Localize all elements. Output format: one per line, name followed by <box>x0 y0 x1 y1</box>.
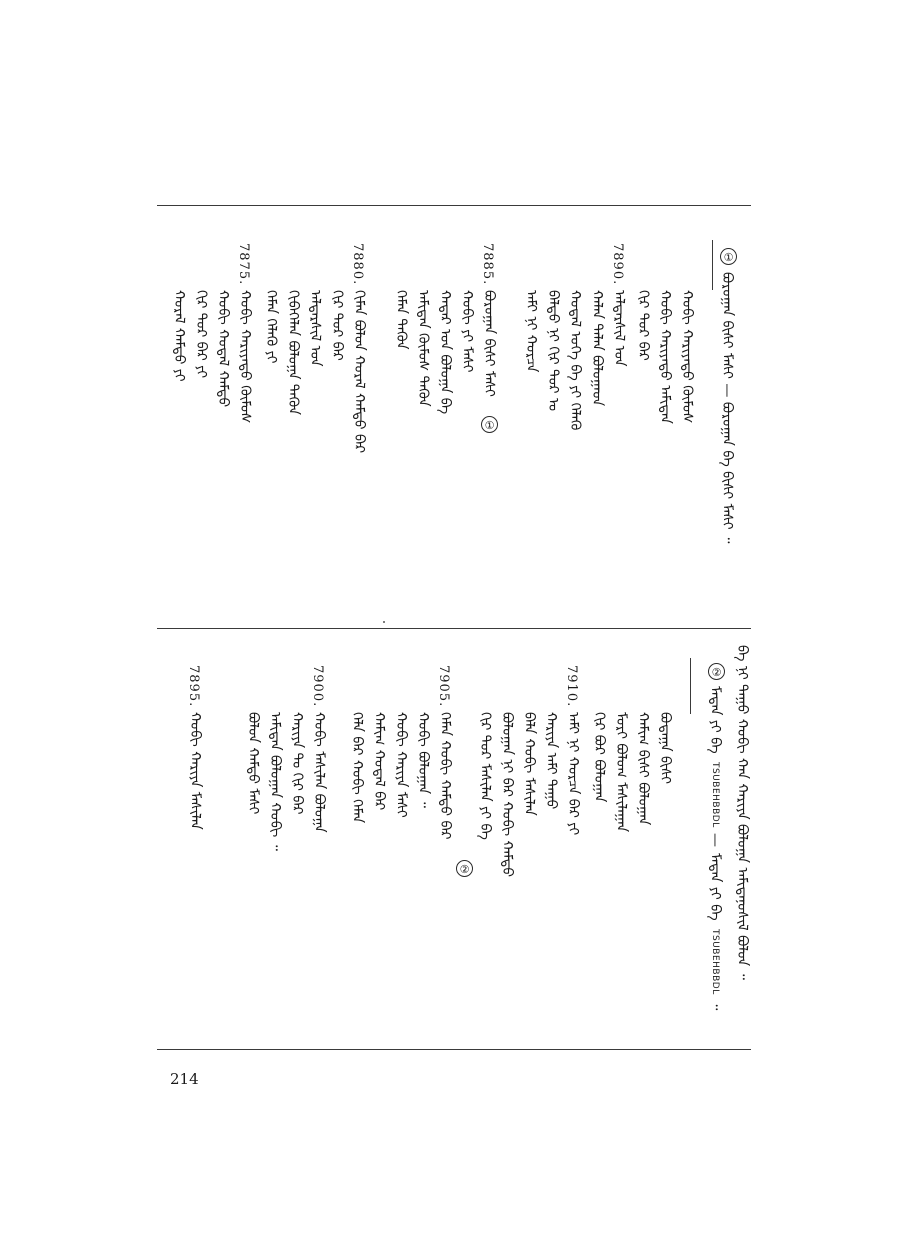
footnote-2-latin: TSUBEHBBDL <box>710 761 720 828</box>
verse-line: ᠬᠠᠳᠠᠷ ᠤᠨ ᠪᠣᠯᠣᠭᠠ ᠪᠠ <box>437 290 453 415</box>
footnote-separator-1 <box>712 240 713 290</box>
verse-line: ᠪᠣᠳᠠᠭᠠ ᠪᠢᠱᠢ <box>657 712 673 784</box>
verse-line: ᠬᠡᠮᠡᠨ ᠲᠡᠭᠦᠨ <box>393 290 409 350</box>
line-number: 7880. <box>350 243 365 286</box>
footnote-ref-1: ① <box>481 416 498 433</box>
verse-line: ᠬᠢᠷ ᠲᠤᠷ ᠮᠠᠰᠢᠯᠠᠨ ᠶᠢ ᠪᠠ <box>477 712 493 840</box>
verse-line: ᠬᠠᠮᠢᠭ ᠬᠤᠳᠠᠯ ᠪᠠᠷ <box>371 712 387 811</box>
verse-line: ᠬᠤᠪᠢ ᠬᠠᠷᠢᠶᠠ ᠮᠠᠰᠢᠯᠠᠨ <box>187 712 203 830</box>
verse-line: ᠬᠤᠪᠢ ᠬᠠᠷᠢᠶᠠᠲᠤ ᠬᠦᠮᠦᠰ <box>679 290 695 424</box>
top-rule <box>157 205 751 206</box>
footnote-marker-2: ② <box>708 663 725 680</box>
verse-line: ᠪᠠᠯᠳᠤ ᠨᠢ ᠬᠢᠷ ᠲᠤᠷ ᠤ <box>545 290 561 412</box>
verse-line: ᠬᠤᠪᠢ ᠪᠣᠯᠣᠭᠠᠨ ᠃ <box>415 712 431 808</box>
verse-line: ᠠᠮᠢᠲᠠᠨ ᠪᠣᠯᠣᠭᠠᠨ ᠬᠤᠪᠢ ᠃ <box>267 712 283 851</box>
verse-line: ᠪᠣᠯᠣᠭᠠᠨ ᠨᠢ ᠪᠠᠷ ᠬᠤᠪᠢ ᠬᠠᠮᠲᠤ <box>499 712 515 877</box>
footnote-2-end: ᠃ <box>707 1000 723 1010</box>
verse-line: ᠬᠡᠮᠡᠨ ᠬᠡᠯᠡᠬᠦ ᠶᠢ <box>263 290 279 364</box>
scan-speck <box>383 621 385 623</box>
verse-line: ᠬᠤᠪᠢ ᠮᠠᠰᠢᠯᠠᠨ ᠪᠣᠯᠣᠭᠠ <box>311 712 327 833</box>
line-number: 7910. <box>564 665 579 708</box>
verse-line: ᠬᠠᠯᠠᠨ ᠲᠠᠯᠠᠨ ᠪᠣᠯᠣᠭᠠᠳ <box>589 290 605 407</box>
continuation-line: ᠪᠠ ᠨᠢ ᠳᠠᠭᠤ ᠬᠤᠪᠢ ᠬᠠᠨ ᠬᠠᠷᠢᠶᠠ ᠪᠣᠯᠣᠭᠠ ᠠᠮᠢᠲᠠᠨᠤᠰᠢᠯ ᠪᠣᠯᠣᠨ ᠃ <box>734 645 750 980</box>
page-number: 214 <box>170 1070 199 1088</box>
footnote-2-word: ᠮᠡᠳᠡᠨ ᠶᠢ ᠪᠠ <box>707 853 723 921</box>
verse-line: ᠬᠢᠷ ᠲᠤᠷ ᠪᠠᠷ <box>329 290 345 361</box>
verse-line: ᠬᠠᠷᠢᠶᠠ ᠲᠤ ᠬᠢᠷ ᠪᠠᠷ <box>289 712 305 815</box>
middle-rule <box>157 628 751 629</box>
verse-line: ᠠᠮᠢ ᠨᠢ ᠬᠤᠷᠴᠠ <box>523 290 539 373</box>
verse-line: ᠬᠤᠪᠢ ᠬᠤᠳᠠᠯ ᠬᠠᠮᠲᠤ <box>215 290 231 408</box>
line-number: 7875. <box>236 243 251 286</box>
line-number: 7905. <box>436 665 451 708</box>
line-number: 7885. <box>480 243 495 286</box>
footnote-1-text: ᠪᠣᠷᠣᠭᠠᠨ ᠪᠢᠱᠢ ᠮᠠᠰᠢ — ᠪᠣᠷᠣᠭᠠᠨ ᠪᠠ ᠪᠢᠱᠢ ᠮᠠᠰᠢ ᠃ <box>719 272 735 544</box>
verse-line: ᠬᠤᠳᠠᠯ ᠤᠭᠡ ᠪᠠ ᠶᠢ ᠬᠡᠯᠡᠬᠦ <box>567 290 583 431</box>
footnote-marker-1: ① <box>720 248 737 265</box>
line-number: 7900. <box>310 665 325 708</box>
verse-line: ᠬᠢᠷ ᠲᠤᠷ ᠪᠠᠷ ᠶᠢ <box>193 290 209 379</box>
line-number: 7890. <box>610 243 625 286</box>
line-number: 7895. <box>186 665 201 708</box>
footnote-2-text <box>707 686 728 1010</box>
verse-line: ᠠᠯᠳᠠᠷᠰᠢᠯ ᠤᠨ <box>611 290 627 367</box>
verse-line: ᠬᠢᠷ ᠪᠤᠷ ᠪᠣᠯᠣᠭᠠᠨ <box>591 712 607 803</box>
verse-line: ᠠᠯᠳᠠᠷᠰᠢᠯ ᠤᠨ <box>307 290 323 367</box>
footnote-2-dash: — <box>707 833 723 848</box>
footnote-separator-2 <box>690 658 691 714</box>
verse-line: ᠮᠣᠷᠢ ᠪᠣᠯᠣᠭ ᠮᠠᠰᠢᠯᠠᠭᠠᠨ <box>613 712 629 833</box>
verse-line: ᠬᠤᠷᠠᠯ ᠬᠠᠮᠲᠤ ᠶᠢ <box>171 290 187 382</box>
verse-line: ᠬᠤᠪᠢ ᠬᠠᠷᠢᠶᠠᠲᠤ ᠠᠮᠢᠲᠠᠨ <box>657 290 673 424</box>
verse-line: ᠠᠮᠢ ᠨᠢ ᠬᠤᠷᠴᠠ ᠪᠠᠷ ᠶᠢ <box>565 712 581 836</box>
verse-line: ᠬᠤᠪᠢ ᠬᠠᠷᠢᠶᠠᠲᠤ ᠬᠦᠮᠦᠰ <box>237 290 253 424</box>
verse-line: ᠪᠠᠯᠠ ᠬᠤᠪᠢ ᠮᠠᠰᠢᠯᠠᠨ <box>521 712 537 816</box>
verse-line: ᠠᠮᠢᠲᠠᠨ ᠬᠦᠮᠦᠰ ᠲᠡᠭᠦᠨ <box>415 290 431 407</box>
bottom-rule <box>157 1049 751 1050</box>
verse-line: ᠬᠤᠪᠢ ᠬᠠᠷᠢᠶᠠ ᠮᠠᠰᠢ <box>393 712 409 818</box>
verse-line: ᠬᠡᠯᠡ ᠪᠠᠷ ᠬᠤᠪᠢ ᠬᠡᠮᠡᠨ <box>349 712 365 824</box>
verse-line: ᠬᠠᠷᠢᠶᠠ ᠠᠮᠢ ᠳᠠᠭᠤ <box>543 712 559 810</box>
verse-line: ᠬᠤᠪᠢ ᠶᠢ ᠮᠠᠰᠢ <box>459 290 475 373</box>
verse-line: ᠬᠢᠪᠡᠭᠡᠯᠡᠨ ᠪᠣᠯᠣᠭᠠ ᠲᠡᠭᠦᠨ <box>285 290 301 415</box>
verse-line: ᠪᠣᠯᠣᠨ ᠬᠠᠮᠲᠤ ᠮᠠᠰᠢ <box>245 712 261 815</box>
footnote-2-latin: TSUBEHBBDL <box>710 928 720 995</box>
verse-line: ᠬᠢᠷ ᠲᠤᠷ ᠪᠠᠷ <box>635 290 651 361</box>
verse-line: ᠬᠢᠮᠡᠨ ᠪᠣᠯᠤᠨ ᠬᠤᠷᠠᠯ ᠬᠠᠮᠲᠤ ᠪᠠᠷ <box>351 290 367 454</box>
verse-line: ᠬᠡᠮᠡᠨ ᠬᠤᠪᠢ ᠬᠠᠮᠲᠤ ᠪᠠᠷ <box>437 712 453 840</box>
verse-line: ᠬᠠᠮᠢᠭ ᠪᠢᠱᠢ ᠪᠣᠯᠣᠭᠠᠨ <box>635 712 651 826</box>
footnote-ref-2: ② <box>456 860 473 877</box>
footnote-2-word: ᠮᠡᠳᠡᠨ ᠶᠢ ᠪᠠ <box>707 686 723 754</box>
verse-line: ᠪᠣᠷᠣᠭᠠᠨ ᠪᠢᠱᠢ ᠮᠠᠰᠢ <box>481 290 497 397</box>
